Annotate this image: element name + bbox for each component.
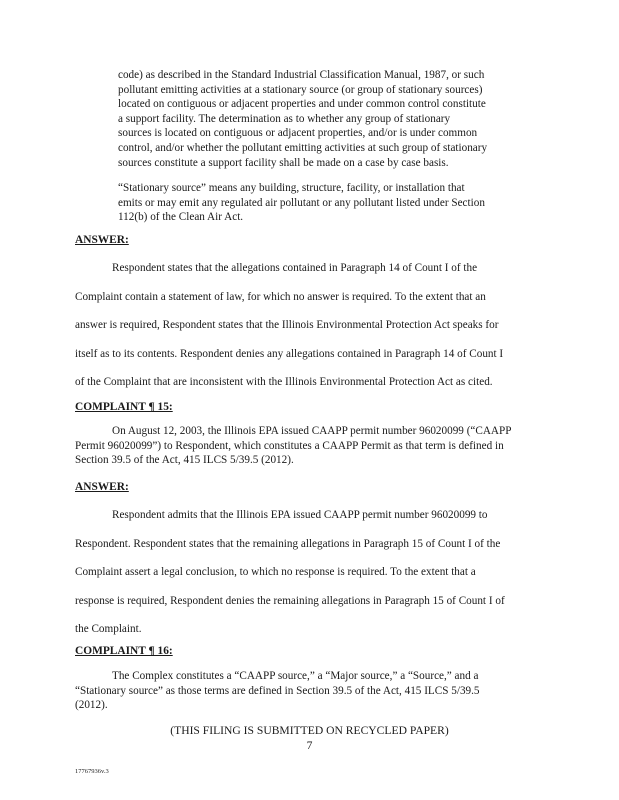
recycled-paper-notice: (THIS FILING IS SUBMITTED ON RECYCLED PAPER) <box>170 724 449 737</box>
text-line: answer is required, Respondent states that the Illinois Environmental Protection Act speaks for <box>75 319 499 332</box>
text-line: control, and/or whether the pollutant emitting activities at such group of stationary <box>118 141 488 154</box>
complaint-15-paragraph <box>75 424 511 468</box>
text-line: located on contiguous or adjacent properties and under common control constitute <box>118 98 486 111</box>
text-line: response is required, Respondent denies the remaining allegations in Paragraph 15 of Count I of <box>75 594 505 607</box>
quote-paragraph-2 <box>118 181 588 225</box>
document-id: 17767936v.3 <box>75 768 109 775</box>
text-line: itself as to its contents. Respondent denies any allegations contained in Paragraph 14 of Count I <box>75 347 504 360</box>
text-line: emits or may emit any regulated air pollutant or any pollutant listed under Section <box>118 196 485 209</box>
text-line: On August 12, 2003, the Illinois EPA issued CAAPP permit number 96020099 (“CAAPP <box>112 425 512 437</box>
text-line: sources constitute a support facility shall be made on a case by case basis. <box>118 156 449 169</box>
text-line: Complaint assert a legal conclusion, to which no response is required. To the extent that a <box>75 566 476 579</box>
text-line: (2012). <box>75 699 108 712</box>
text-line: a support facility. The determination as to whether any group of stationary <box>118 112 451 125</box>
text-line: the Complaint. <box>75 623 142 636</box>
answer-heading-2: ANSWER: <box>75 481 129 493</box>
complaint-15-heading: COMPLAINT ¶ 15: <box>75 401 173 413</box>
text-line: “Stationary source” as those terms are defined in Section 39.5 of the Act, 415 ILCS 5/39.5 <box>75 684 480 697</box>
text-line: of the Complaint that are inconsistent with the Illinois Environmental Protection Act as cited. <box>75 376 493 389</box>
text-line: Respondent admits that the Illinois EPA issued CAAPP permit number 96020099 to <box>112 509 488 521</box>
complaint-16-heading: COMPLAINT ¶ 16: <box>75 645 173 657</box>
answer-heading-1: ANSWER: <box>75 234 129 246</box>
answer-paragraph-1 <box>75 254 503 397</box>
text-line: sources is located on contiguous or adjacent properties, and/or is under common <box>118 127 478 140</box>
answer-paragraph-2 <box>75 501 505 644</box>
text-line: The Complex constitutes a “CAAPP source,” a “Major source,” a “Source,” and a <box>112 670 479 682</box>
page-number: 7 <box>306 739 313 752</box>
text-line: Complaint contain a statement of law, for which no answer is required. To the extent that an <box>75 290 486 303</box>
complaint-16-paragraph <box>75 669 480 713</box>
quote-paragraph-1 <box>118 68 588 170</box>
text-line: 112(b) of the Clean Air Act. <box>118 211 244 224</box>
text-line: code) as described in the Standard Industrial Classification Manual, 1987, or such <box>118 69 485 81</box>
text-line: Respondent. Respondent states that the remaining allegations in Paragraph 15 of Count I of the <box>75 537 501 550</box>
text-line: Section 39.5 of the Act, 415 ILCS 5/39.5 (2012). <box>75 454 294 467</box>
text-line: Permit 96020099”) to Respondent, which constitutes a CAAPP Permit as that term is defined in <box>75 439 504 452</box>
text-line: Respondent states that the allegations contained in Paragraph 14 of Count I of the <box>112 262 478 274</box>
text-line: “Stationary source” means any building, structure, facility, or installation that <box>118 182 465 194</box>
text-line: pollutant emitting activities at a stationary source (or group of stationary sources) <box>118 83 483 96</box>
